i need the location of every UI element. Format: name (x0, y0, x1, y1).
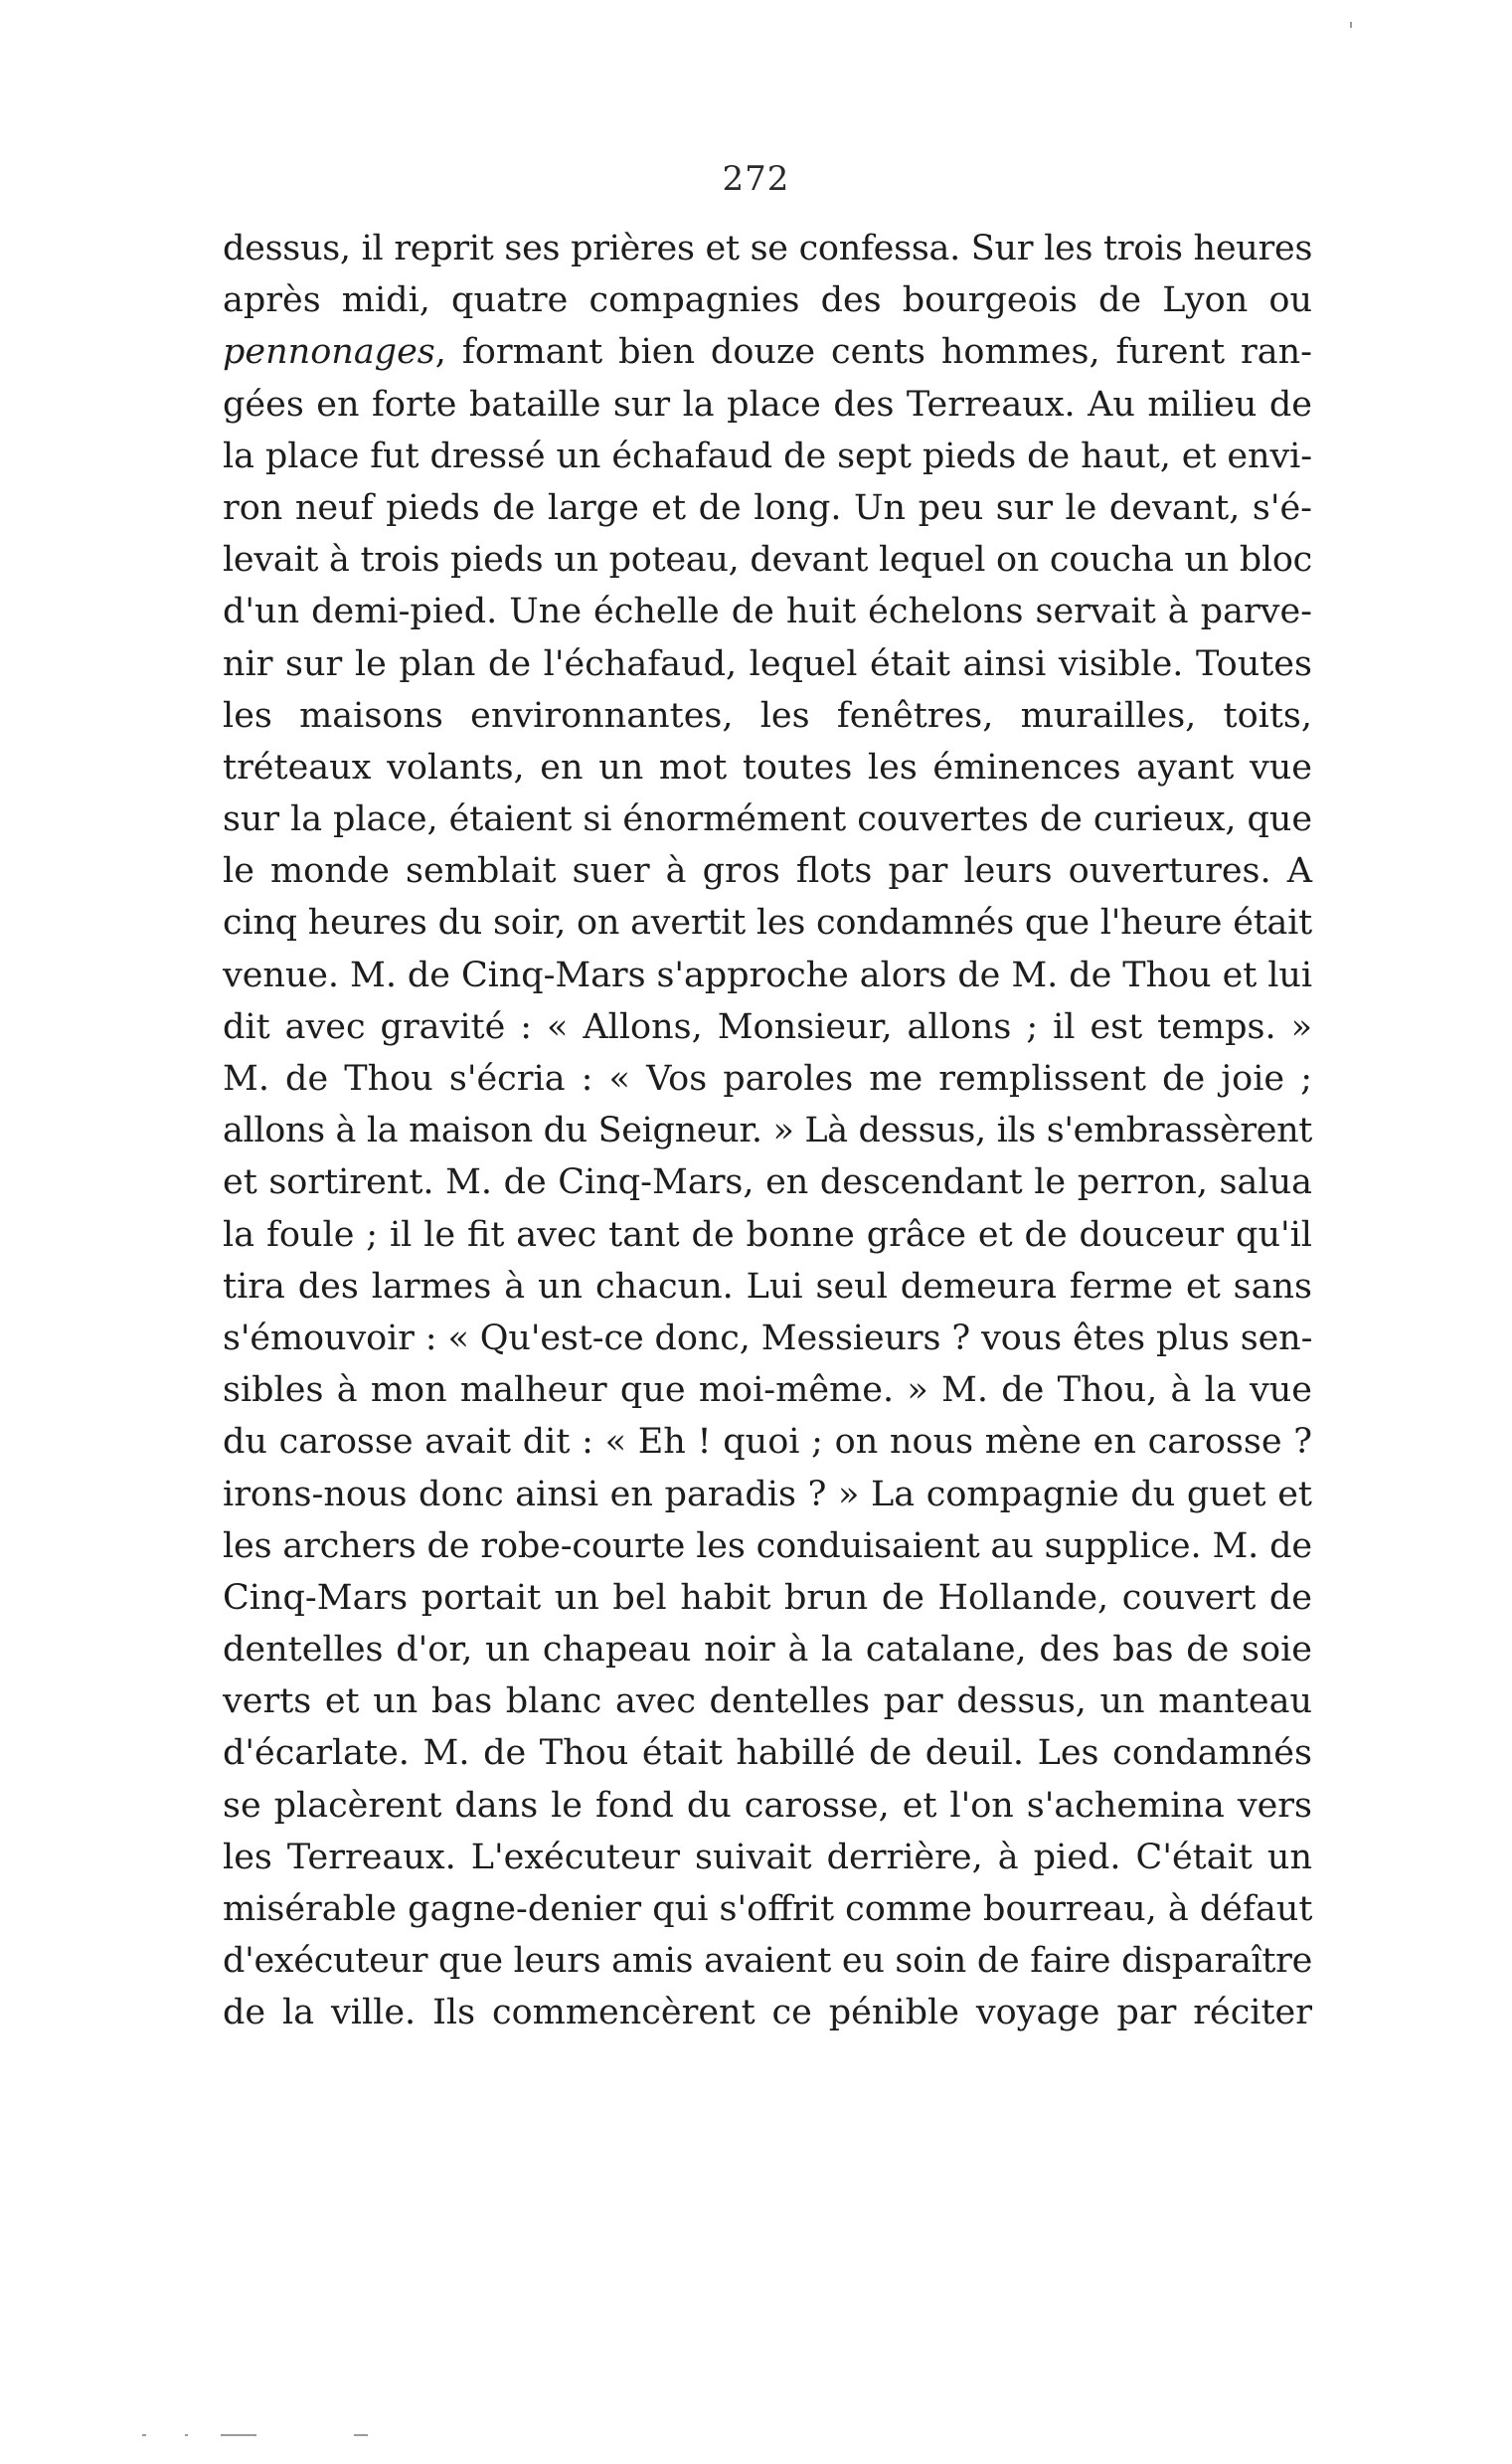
text-line-segment: dit avec gravité : « Allons, Monsieur, allons ; il est temps. » (223, 1006, 1312, 1047)
text-line (223, 586, 1312, 637)
text-line-segment: cinq heures du soir, on avertit les condamnés que l'heure était (223, 903, 1312, 944)
text-line (223, 326, 1312, 378)
text-line (223, 1313, 1312, 1364)
text-line (223, 1209, 1312, 1261)
text-line (223, 431, 1312, 482)
text-line (223, 1156, 1312, 1208)
scan-speck (1350, 22, 1352, 28)
text-line (223, 897, 1312, 949)
text-line (223, 1935, 1312, 1987)
text-line-segment: le monde semblait suer à gros flots par leurs ouvertures. A (223, 851, 1312, 892)
text-line-segment: misérable gagne-denier qui s'offrit comme bourreau, à défaut (223, 1889, 1313, 1929)
text-line-segment: dentelles d'or, un chapeau noir à la catalane, des bas de soie (223, 1630, 1312, 1671)
text-line (223, 690, 1312, 742)
text-line-segment: la place fut dressé un échafaud de sept pieds de haut, et envi- (223, 436, 1312, 476)
text-line-segment: du carosse avait dit : « Eh ! quoi ; on nous mène en carosse ? (223, 1422, 1312, 1463)
text-line-segment: sibles à mon malheur que moi-même. » M. de Thou, à la vue (223, 1370, 1312, 1411)
text-line (223, 1364, 1312, 1416)
text-line-segment: d'écarlate. M. de Thou était habillé de deuil. Les condamnés (223, 1733, 1312, 1774)
text-line (223, 1572, 1312, 1624)
text-line (223, 274, 1312, 326)
text-line (223, 534, 1312, 586)
text-line (223, 793, 1312, 845)
text-line (223, 845, 1312, 897)
text-line-segment: les Terreaux. L'exécuteur suivait derrière, à pied. C'était un (223, 1837, 1312, 1877)
text-line-segment: après midi, quatre compagnies des bourgeois de Lyon ou (223, 280, 1312, 321)
text-line (223, 1832, 1312, 1883)
text-line-segment: les maisons environnantes, les fenêtres, murailles, toits, (223, 695, 1312, 736)
text-line (223, 1883, 1312, 1935)
scan-speck (185, 2434, 188, 2436)
italic-term: pennonages (223, 332, 435, 373)
text-line-segment: d'un demi-pied. Une échelle de huit échelons servait à parve- (223, 592, 1312, 632)
text-line-segment: la foule ; il le fit avec tant de bonne grâce et de douceur qu'il (223, 1214, 1312, 1255)
text-line-segment: et sortirent. M. de Cinq-Mars, en descendant le perron, salua (223, 1162, 1312, 1203)
text-line (223, 638, 1312, 690)
text-line (223, 1987, 1312, 2038)
scan-speck (142, 2434, 146, 2436)
text-line-segment: sur la place, étaient si énormément couvertes de curieux, que (223, 799, 1312, 840)
text-line-segment: s'émouvoir : « Qu'est-ce donc, Messieurs ? vous êtes plus sen- (223, 1318, 1313, 1358)
text-line-segment: tréteaux volants, en un mot toutes les éminences ayant vue (223, 747, 1312, 788)
text-line (223, 1053, 1312, 1105)
text-line-segment: , formant bien douze cents hommes, furent ran- (434, 332, 1312, 373)
text-line (223, 1727, 1312, 1779)
text-line (223, 1001, 1312, 1053)
text-line-segment: allons à la maison du Seigneur. » Là dessus, ils s'embrassèrent (223, 1111, 1312, 1151)
body-text (223, 223, 1312, 2039)
text-line (223, 1675, 1312, 1727)
text-line (223, 1469, 1312, 1520)
text-line (223, 379, 1312, 431)
text-line-segment: M. de Thou s'écria : « Vos paroles me remplissent de joie ; (223, 1059, 1312, 1099)
text-line-segment: irons-nous donc ainsi en paradis ? » La compagnie du guet et (223, 1474, 1312, 1514)
text-line-segment: venue. M. de Cinq-Mars s'approche alors de M. de Thou et lui (223, 955, 1312, 995)
scan-speck (221, 2434, 256, 2436)
text-line (223, 742, 1312, 793)
text-line (223, 1520, 1312, 1572)
scan-speck (354, 2434, 368, 2436)
text-line-segment: gées en forte bataille sur la place des Terreaux. Au milieu de (223, 384, 1312, 425)
text-line (223, 1416, 1312, 1468)
text-line-segment: se placèrent dans le fond du carosse, et l'on s'achemina vers (223, 1785, 1312, 1826)
text-line-segment: de la ville. Ils commencèrent ce pénible voyage par réciter (223, 1993, 1312, 2033)
text-line (223, 1780, 1312, 1832)
text-line (223, 950, 1312, 1001)
text-line-segment: d'exécuteur que leurs amis avaient eu soin de faire disparaître (223, 1941, 1313, 1982)
text-line-segment: nir sur le plan de l'échafaud, lequel était ainsi visible. Toutes (223, 643, 1312, 684)
text-line-segment: Cinq-Mars portait un bel habit brun de Hollande, couvert de (223, 1577, 1312, 1618)
text-line (223, 482, 1312, 534)
page-number: 272 (722, 159, 790, 199)
text-line-segment: levait à trois pieds un poteau, devant lequel on coucha un bloc (223, 540, 1312, 581)
text-line-segment: ron neuf pieds de large et de long. Un peu sur le devant, s'é- (223, 487, 1312, 528)
text-line (223, 1624, 1312, 1675)
text-line-segment: verts et un bas blanc avec dentelles par dessus, un manteau (223, 1681, 1312, 1722)
text-line-segment: dessus, il reprit ses prières et se confessa. Sur les trois heures (223, 229, 1313, 268)
text-line (223, 223, 1312, 274)
text-line-segment: tira des larmes à un chacun. Lui seul demeura ferme et sans (223, 1266, 1312, 1307)
text-line (223, 1105, 1312, 1156)
text-line-segment: les archers de robe-courte les conduisaient au supplice. M. de (223, 1525, 1312, 1566)
text-line (223, 1261, 1312, 1313)
